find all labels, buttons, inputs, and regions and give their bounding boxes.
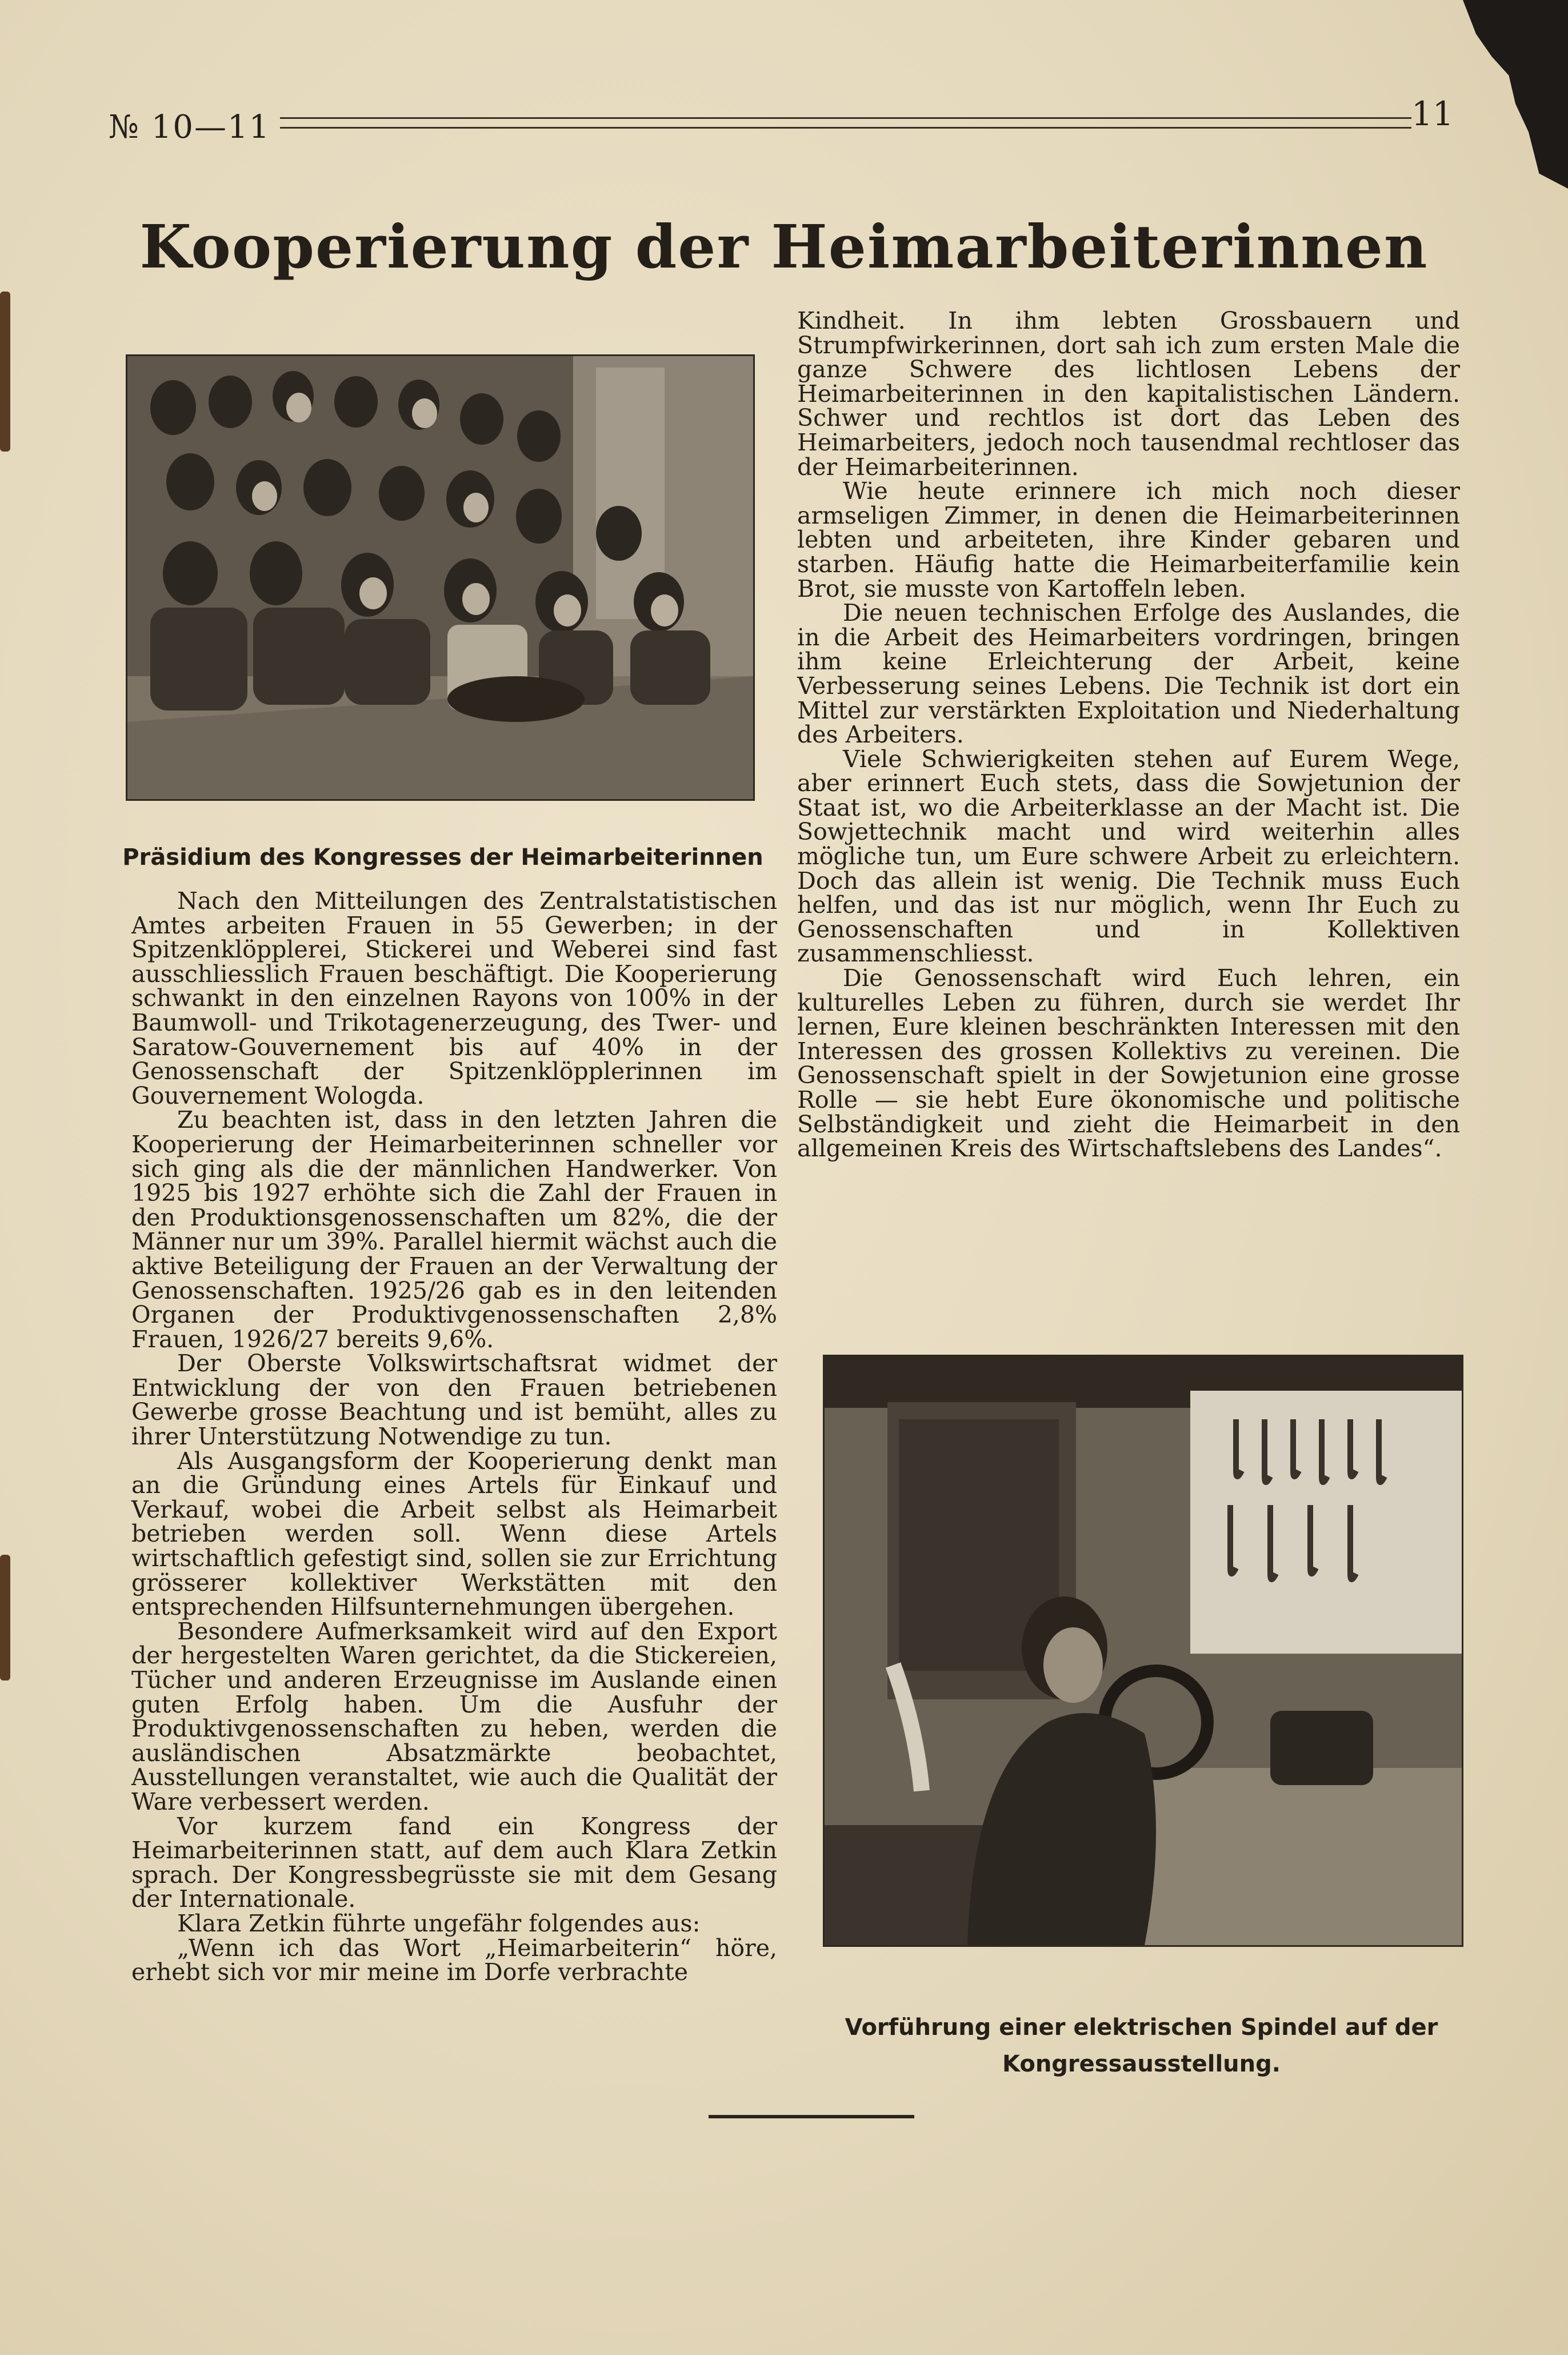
paragraph: Zu beachten ist, dass in den letzten Jahren die Kooperierung der Heimarbeiterinnen schneller vor sich ging als die der männlichen Handwerker. Von 1925 bis 1927 erhöhte sich die Zahl der Frauen in den Produktionsgenossenschaften um 82%, die der Männer nur um 39%. Parallel hiermit wächst auch die aktive Beteiligung der Frauen an der Verwaltung der Genossenschaften. 1925/26 gab es in den leitenden Organen der Produktivgenossenschaften 2,8% Frauen, 1926/27 bereits 9,6%. <box>131 1106 777 1353</box>
paragraph: Kindheit. In ihm lebten Grossbauern und Strumpfwirkerinnen, dort sah ich zum ersten Male die ganze Schwere des lichtlosen Lebens der Heimarbeiterinnen in den kapitalistischen Ländern. Schwer und rechtlos ist dort das Leben des Heimarbeiters, jedoch noch tausendmal rechtloser das der Heimarbeiterinnen. <box>797 307 1460 481</box>
photo-spindle-image <box>825 1356 1462 1945</box>
paragraph: Die Genossenschaft wird Euch lehren, ein kulturelles Leben zu führen, durch sie werdet Ihr lernen, Eure kleinen beschränkten Interessen mit den Interessen des grossen Kollektivs zu vereinen. Die Genossenschaft spielt in der Sowjetunion eine grosse Rolle — sie hebt Eure ökonomische und politische Selbständigkeit und zieht die Heimarbeit in den allgemeinen Kreis des Wirtschaftslebens des Landes“. <box>797 964 1460 1163</box>
photo-presidium-caption: Präsidium des Kongresses der Heimarbeiterinnen <box>122 844 763 871</box>
binding-stain <box>0 1555 10 1681</box>
photo-spindle-caption-line: Vorführung einer elektrischen Spindel auf der <box>845 2014 1438 2041</box>
torn-page-corner <box>1437 0 1568 189</box>
photo-spindle-caption-line: Kongressausstellung. <box>1002 2051 1281 2077</box>
right-column <box>797 309 1460 1161</box>
photo-presidium-image <box>127 356 753 799</box>
paragraph: Als Ausgangsform der Kooperierung denkt man an die Gründung eines Artels für Einkauf und Verkauf, wobei die Arbeit selbst als Heimarbeit betrieben werden soll. Wenn diese Artels wirtschaftlich gefestigt sind, sollen sie zur Errichtung grösserer kollektiver Werkstätten mit den entsprechenden Hilfsunternehmungen übergehen. <box>131 1447 777 1621</box>
binding-stain <box>0 292 10 452</box>
article-end-rule <box>709 2115 914 2118</box>
paragraph: Besondere Aufmerksamkeit wird auf den Export der hergestelten Waren gerichtet, da die Stickereien, Tücher und anderen Erzeugnisse im Auslande einen guten Erfolg haben. Um die Ausfuhr der Produktivgenossenschaften zu heben, werden die ausländischen Absatzmärkte beobachtet, Ausstellungen veranstaltet, wie auch die Qualität der Ware verbessert werden. <box>131 1617 777 1815</box>
photo-presidium <box>126 354 755 801</box>
paragraph: Der Oberste Volkswirtschaftsrat widmet der Entwicklung der von den Frauen betriebenen Gewerbe grosse Beachtung und ist bemüht, alles zu ihrer Unterstützung Notwendige zu tun. <box>131 1350 777 1451</box>
paragraph: Wie heute erinnere ich mich noch dieser armseligen Zimmer, in denen die Heimarbeiterinnen lebten und arbeiteten, ihre Kinder gebaren und starben. Häufig hatte die Heimarbeiterfamilie kein Brot, sie musste von Kartoffeln leben. <box>797 477 1460 602</box>
paragraph: Nach den Mitteilungen des Zentralstatistischen Amtes arbeiten Frauen in 55 Gewerben; in der Spitzenklöpplerei, Stickerei und Weberei sind fast ausschliesslich Frauen beschäftigt. Die Kooperierung schwankt in den einzelnen Rayons von 100% in der Baumwoll- und Trikotagenerzeugung, des Twer- und Saratow-Gouvernement bis auf 40% in der Genossenschaft der Spitzenklöpplerinnen im Gouvernement Wologda. <box>131 887 777 1109</box>
left-column <box>131 889 777 1985</box>
paragraph: Vor kurzem fand ein Kongress der Heimarbeiterinnen statt, auf dem auch Klara Zetkin sprach. Der Kongressbegrüsste sie mit dem Gesang der Internationale. <box>131 1812 777 1913</box>
paragraph: Die neuen technischen Erfolge des Auslandes, die in die Arbeit des Heimarbeiters vordringen, bringen ihm keine Erleichterung der Arbeit, keine Verbesserung seines Lebens. Die Technik ist dort ein Mittel zur verstärkten Exploitation und Niederhaltung des Arbeiters. <box>797 599 1460 749</box>
photo-spindle <box>823 1355 1463 1947</box>
issue-number: № 10—11 <box>109 109 271 146</box>
photo-spindle-caption <box>823 2009 1460 2082</box>
paragraph: Klara Zetkin führte ungefähr folgendes aus: <box>177 1909 701 1937</box>
paragraph: Viele Schwierigkeiten stehen auf Eurem Wege, aber erinnert Euch stets, dass die Sowjetunion der Staat ist, wo die Arbeiterklasse an der Macht ist. Die Sowjettechnik macht und wird weiterhin alles mögliche tun, um Eure schwere Arbeit zu erleichtern. Doch das allein ist wenig. Die Technik muss Euch helfen, und das ist nur möglich, wenn Ihr Euch zu Genossenschaften und in Kollektiven zusammenschliesst. <box>797 745 1460 968</box>
paragraph: „Wenn ich das Wort „Heimarbeiterin“ höre, erhebt sich vor mir meine im Dorfe verbrachte <box>131 1934 777 1986</box>
page-number: 11 <box>1411 94 1454 133</box>
header-rule <box>280 117 1411 129</box>
article-title: Kooperierung der Heimarbeiterinnen <box>139 211 1429 282</box>
